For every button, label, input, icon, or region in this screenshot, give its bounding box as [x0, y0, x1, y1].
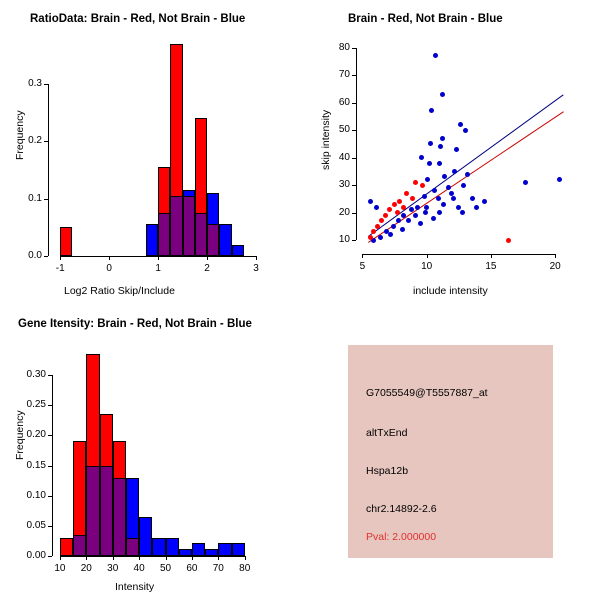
- y-axis-tick: [48, 496, 52, 497]
- scatter-point: [482, 199, 487, 204]
- x-axis-tick-label: 0: [106, 263, 112, 274]
- scatter-point: [371, 229, 376, 234]
- y-axis-tick-label: 0.20: [26, 429, 46, 441]
- x-axis-tick: [60, 556, 61, 560]
- x-axis-line: [60, 556, 245, 557]
- scatter-title: Brain - Red, Not Brain - Blue: [348, 13, 503, 25]
- x-axis-tick: [555, 254, 556, 258]
- scatter-point: [418, 221, 423, 226]
- y-axis-tick-label: 50: [338, 124, 350, 136]
- scatter-point: [456, 205, 461, 210]
- ratio-histogram-panel: [0, 0, 290, 300]
- locus-text: chr2.14892-2.6: [366, 503, 437, 515]
- scatter-point: [431, 216, 436, 221]
- x-axis-tick-label: 20: [80, 563, 92, 574]
- scatter-point: [449, 191, 454, 196]
- scatter-point: [397, 199, 402, 204]
- y-axis-tick: [48, 526, 52, 527]
- scatter-point: [474, 205, 479, 210]
- scatter-point: [425, 177, 430, 182]
- y-axis-tick-label: 0.15: [26, 459, 46, 471]
- y-axis-tick-label: 0.0: [28, 250, 42, 261]
- scatter-point: [379, 218, 384, 223]
- scatter-point: [423, 210, 428, 215]
- histogram-bar: [179, 549, 192, 556]
- gene-histogram-title: Gene Itensity: Brain - Red, Not Brain - Blue: [18, 318, 252, 330]
- y-axis-line: [48, 84, 49, 256]
- scatter-point: [388, 232, 393, 237]
- x-axis-tick-label: 15: [485, 261, 497, 272]
- gene-name-text: Hspa12b: [366, 465, 409, 477]
- y-axis-tick-label: 0.25: [26, 399, 46, 411]
- scatter-point: [406, 218, 411, 223]
- y-axis-tick-label: 0.1: [28, 192, 42, 204]
- histogram-bar: [166, 538, 179, 556]
- scatter-panel: [300, 0, 600, 300]
- x-axis-tick: [113, 556, 114, 560]
- x-axis-tick-label: 10: [421, 261, 433, 272]
- ratio-histogram-title: RatioData: Brain - Red, Not Brain - Blue: [30, 13, 246, 25]
- y-axis-line: [52, 375, 53, 556]
- scatter-point: [401, 213, 406, 218]
- scatter-point: [422, 194, 427, 199]
- histogram-bar-overlap: [86, 466, 99, 556]
- ratio-histogram-ylabel: Frequency: [14, 110, 26, 160]
- x-axis-tick: [218, 556, 219, 560]
- scatter-point: [387, 207, 392, 212]
- scatter-point: [506, 238, 511, 243]
- y-axis-tick: [352, 75, 356, 76]
- x-axis-tick: [109, 256, 110, 260]
- x-axis-tick-label: 5: [359, 261, 366, 272]
- x-axis-tick-label: 30: [107, 563, 119, 574]
- y-axis-tick-label: 10: [338, 234, 350, 246]
- scatter-point: [424, 205, 429, 210]
- histogram-bar: [192, 543, 205, 556]
- gene-histogram-xlabel: Intensity: [115, 581, 155, 593]
- histogram-bar-overlap: [100, 466, 113, 556]
- histogram-bar-overlap: [73, 535, 86, 556]
- y-axis-tick: [44, 256, 48, 257]
- x-axis-tick: [207, 256, 208, 260]
- x-axis-tick-label: 3: [253, 263, 259, 274]
- scatter-point: [463, 128, 468, 133]
- histogram-bar: [232, 543, 245, 556]
- y-axis-tick-label: 30: [338, 179, 350, 191]
- regression-line: [368, 94, 564, 237]
- pval-text: Pval: 2.000000: [366, 531, 437, 543]
- scatter-point: [413, 213, 418, 218]
- histogram-bar-overlap: [195, 213, 207, 256]
- histogram-bar: [218, 543, 231, 556]
- y-axis-tick: [352, 103, 356, 104]
- scatter-point: [458, 122, 463, 127]
- y-axis-tick-label: 0.30: [26, 369, 46, 381]
- x-axis-tick-label: 40: [133, 563, 145, 574]
- scatter-point: [437, 161, 442, 166]
- scatter-point: [461, 183, 466, 188]
- histogram-bar-overlap: [126, 538, 139, 556]
- scatter-point: [470, 196, 475, 201]
- y-axis-tick-label: 0.00: [26, 550, 46, 561]
- x-axis-line: [362, 254, 555, 255]
- gene-histogram-ylabel: Frequency: [14, 410, 26, 460]
- scatter-point: [465, 172, 470, 177]
- histogram-bar: [152, 538, 165, 556]
- scatter-point: [437, 210, 442, 215]
- scatter-ylabel: skip intensity: [320, 109, 332, 170]
- x-axis-tick: [362, 254, 363, 258]
- scatter-point: [401, 205, 406, 210]
- y-axis-tick: [48, 435, 52, 436]
- scatter-point: [460, 210, 465, 215]
- x-axis-tick-label: 70: [212, 563, 224, 574]
- x-axis-tick: [192, 556, 193, 560]
- x-axis-tick-label: 2: [204, 263, 210, 274]
- y-axis-tick-label: 0.3: [28, 77, 42, 89]
- scatter-point: [400, 227, 405, 232]
- histogram-bar: [139, 517, 152, 556]
- y-axis-tick: [44, 199, 48, 200]
- probe-id-text: G7055549@T5557887_at: [366, 387, 488, 399]
- y-axis-tick-label: 70: [338, 69, 350, 81]
- scatter-point: [410, 196, 415, 201]
- scatter-point: [368, 235, 373, 240]
- y-axis-tick-label: 0.05: [26, 519, 46, 531]
- x-axis-tick: [427, 254, 428, 258]
- scatter-point: [427, 161, 432, 166]
- y-axis-tick: [44, 84, 48, 85]
- x-axis-tick: [158, 256, 159, 260]
- scatter-point: [413, 180, 418, 185]
- x-axis-tick: [491, 254, 492, 258]
- scatter-point: [440, 92, 445, 97]
- scatter-point: [451, 196, 456, 201]
- scatter-point: [446, 185, 451, 190]
- scatter-point: [429, 108, 434, 113]
- scatter-point: [432, 188, 437, 193]
- y-axis-tick: [352, 130, 356, 131]
- scatter-point: [420, 183, 425, 188]
- histogram-bar-overlap: [158, 213, 170, 256]
- scatter-xlabel: include intensity: [413, 285, 488, 297]
- y-axis-tick: [352, 48, 356, 49]
- gene-histogram-panel: [0, 300, 290, 600]
- y-axis-tick: [48, 466, 52, 467]
- scatter-point: [378, 235, 383, 240]
- x-axis-tick: [60, 256, 61, 260]
- scatter-point: [368, 199, 373, 204]
- y-axis-tick-label: 0.10: [26, 489, 46, 501]
- scatter-point: [383, 213, 388, 218]
- gene-info-box: [348, 345, 553, 558]
- scatter-point: [440, 136, 445, 141]
- x-axis-tick: [139, 556, 140, 560]
- y-axis-tick: [48, 556, 52, 557]
- scatter-point: [523, 180, 528, 185]
- y-axis-tick: [352, 185, 356, 186]
- y-axis-tick: [352, 240, 356, 241]
- x-axis-tick-label: 50: [159, 563, 172, 574]
- y-axis-tick-label: 20: [338, 206, 350, 218]
- histogram-bar-overlap: [183, 196, 195, 256]
- y-axis-tick: [352, 158, 356, 159]
- scatter-point: [415, 205, 420, 210]
- scatter-point: [396, 218, 401, 223]
- histogram-bar-overlap: [113, 478, 126, 556]
- histogram-bar: [205, 549, 218, 556]
- x-axis-tick: [245, 556, 246, 560]
- x-axis-tick: [86, 556, 87, 560]
- scatter-point: [404, 191, 409, 196]
- gene-histogram-plot-area: [0, 300, 290, 600]
- histogram-bar: [146, 224, 158, 256]
- histogram-bar: [60, 538, 73, 556]
- histogram-bar: [219, 224, 231, 256]
- y-axis-tick-label: 80: [338, 41, 350, 53]
- scatter-point: [557, 177, 562, 182]
- scatter-point: [441, 202, 446, 207]
- scatter-point: [438, 144, 443, 149]
- scatter-point: [436, 196, 441, 201]
- y-axis-tick-label: 0.2: [28, 135, 42, 147]
- scatter-point: [391, 224, 396, 229]
- y-axis-line: [356, 48, 357, 241]
- scatter-plot-area: [300, 0, 600, 300]
- scatter-point: [392, 202, 397, 207]
- x-axis-tick-label: 1: [155, 263, 161, 274]
- x-axis-tick: [256, 256, 257, 260]
- histogram-bar-overlap: [170, 196, 182, 256]
- ratio-histogram-plot-area: [0, 0, 290, 300]
- histogram-bar: [60, 227, 72, 256]
- x-axis-tick-label: 60: [186, 563, 198, 574]
- histogram-bar-overlap: [207, 224, 219, 256]
- x-axis-tick-label: -1: [55, 263, 65, 274]
- y-axis-tick: [48, 405, 52, 406]
- y-axis-tick: [44, 141, 48, 142]
- x-axis-tick-label: 10: [54, 563, 66, 574]
- y-axis-tick: [48, 375, 52, 376]
- event-type-text: altTxEnd: [366, 427, 408, 439]
- y-axis-tick-label: 40: [338, 151, 350, 163]
- scatter-point: [454, 147, 459, 152]
- histogram-bar: [232, 245, 244, 256]
- scatter-point: [395, 210, 400, 215]
- ratio-histogram-xlabel: Log2 Ratio Skip/Include: [64, 285, 175, 297]
- y-axis-tick-label: 60: [338, 96, 350, 108]
- scatter-point: [419, 155, 424, 160]
- y-axis-tick: [352, 213, 356, 214]
- scatter-point: [452, 169, 457, 174]
- x-axis-tick-label: 20: [549, 261, 561, 272]
- x-axis-tick-label: 80: [239, 563, 251, 574]
- scatter-point: [374, 205, 379, 210]
- scatter-point: [428, 141, 433, 146]
- scatter-point: [433, 53, 438, 58]
- x-axis-tick: [166, 556, 167, 560]
